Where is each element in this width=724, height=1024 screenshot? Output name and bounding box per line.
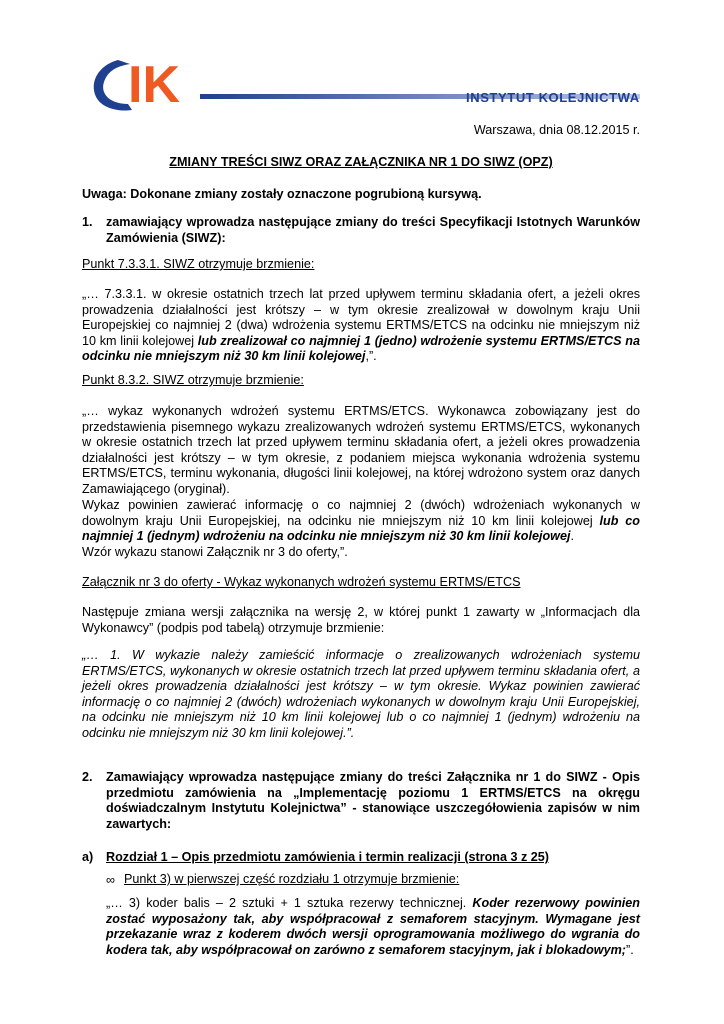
point-832-text-2 (82, 498, 640, 545)
point-3-plain: „… 3) koder balis – 2 sztuki + 1 sztuka rezerwy technicznej. (106, 896, 473, 910)
attachment-quote: „… 1. W wykazie należy zamieścić informacje o zrealizowanych wdrożeniach systemu ERTMS/ETCS, wykonanych w okresie ostatnich trzech lat przed upływem terminu składania ofert, a jeżeli okres prowadzenia działalności jest krótszy – w tym okresie. Wykaz powinien zawierać informację o co najmniej 2 (dwóch) wdrożeniach wykonanych w dowolnym kraju Unii Europejskiej, na odcinku nie mniejszym niż 10 km linii kolejowej lub o co najmniej 1 (jednym) wdrożeniu na odcinku nie mniejszym niż 30 km linii kolejowej.”. (82, 648, 640, 740)
bullet-text: Punkt 3) w pierwszej część rozdziału 1 otrzymuje brzmienie: (124, 872, 460, 886)
point-832-text-3: Wzór wykazu stanowi Załącznik nr 3 do oferty,”. (82, 545, 348, 559)
logo-letters: IK (128, 56, 180, 114)
point-832-text: „… wykaz wykonanych wdrożeń systemu ERTMS/ETCS. Wykonawca zobowiązany jest do przedstawienia pisemnego wykazu zrealizowanych wdrożeń systemu ERTMS/ETCS, wykonanych w okresie ostatnich trzech lat przed upływem terminu składania ofert, a jeżeli okres prowadzenia działalności jest krótszy – w tym okresie, z podaniem miejsca wykonania wdrożenia systemu ERTMS/ETCS, terminu wykonania, długości linii kolejowej, na której wdrożono system oraz danych Zamawiającego (oryginał). (82, 404, 640, 496)
point-3-text (106, 896, 640, 958)
point-832-end: . (570, 529, 574, 544)
point-7331-change: lub zrealizował co najmniej 1 (jedno) wdrożenie systemu ERTMS/ETCS na odcinku nie mniejszym niż 30 km linii kolejowej (82, 333, 640, 364)
point-7331-text (82, 287, 640, 365)
attachment-label: Załącznik nr 3 do oferty - Wykaz wykonanych wdrożeń systemu ERTMS/ETCS (82, 575, 521, 589)
institute-logo (88, 56, 648, 116)
point-7331-end: ,”. (365, 349, 377, 364)
institute-name: INSTYTUT KOLEJNICTWA (466, 90, 640, 105)
point-3-end: ”. (626, 942, 634, 957)
bullet-icon: ∞ (106, 873, 115, 887)
subsection-a-heading: Rozdział 1 – Opis przedmiotu zamówienia i termin realizacji (strona 3 z 25) (106, 850, 549, 864)
point-7331-plain: „… 7.3.3.1. w okresie ostatnich trzech lat przed upływem terminu składania ofert, a jeżeli okres prowadzenia działalności jest krótszy – w tym okresie zrealizował w dowolnym kraju Unii Europejskiej co najmniej 2 (dwa) wdrożenia systemu ERTMS/ETCS na odcinku nie mniejszym niż 10 km linii kolejowej (82, 287, 640, 348)
document-title: ZMIANY TREŚCI SIWZ ORAZ ZAŁĄCZNIKA NR 1 DO SIWZ (OPZ) (169, 155, 553, 169)
point-832-label: Punkt 8.3.2. SIWZ otrzymuje brzmienie: (82, 373, 304, 387)
section-2-number: 2. (82, 770, 93, 784)
point-7331-label: Punkt 7.3.3.1. SIWZ otrzymuje brzmienie: (82, 257, 315, 271)
logo-arc-shape (94, 60, 132, 111)
subsection-a-letter: a) (82, 850, 94, 864)
note: Uwaga: Dokonane zmiany zostały oznaczone pogrubioną kursywą. (82, 187, 482, 201)
point-832-plain: Wykaz powinien zawierać informację o co najmniej 2 (dwóch) wdrożeniach wykonanych w dowolnym kraju Unii Europejskiej, na odcinku nie mniejszym niż 10 km linii kolejowej (82, 498, 640, 528)
section-1-heading: zamawiający wprowadza następujące zmiany do treści Specyfikacji Istotnych Warunków Zamówienia (SIWZ): (106, 215, 640, 245)
date-line: Warszawa, dnia 08.12.2015 r. (473, 123, 640, 137)
point-3-change: Koder rezerwowy powinien zostać wyposażony tak, aby współpracował z semaforem stacyjnym. Wymagane jest przekazanie wraz z koderem dwóch wersji oprogramowania możliwego do wgrania do kodera tak, aby współpracował on zarówno z semaforem stacyjnym, jak i blokadowym; (106, 896, 640, 957)
point-832-change: lub co najmniej 1 (jednym) wdrożeniu na odcinku nie mniejszym niż 30 km linii kolejowej (82, 513, 640, 544)
section-2-heading: Zamawiający wprowadza następujące zmiany do treści Załącznika nr 1 do SIWZ - Opis przedmiotu zamówienia na „Implementację poziomu 1 ERTMS/ETCS na okręgu doświadczalnym Instytutu Kolejnictwa” - stanowiące uszczegółowienia zapisów w nim zawartych: (106, 770, 640, 831)
attachment-text: Następuje zmiana wersji załącznika na wersję 2, w której punkt 1 zawarty w „Informacjach dla Wykonawcy” (podpis pod tabelą) otrzymuje brzmienie: (82, 605, 640, 635)
section-1-number: 1. (82, 215, 93, 229)
